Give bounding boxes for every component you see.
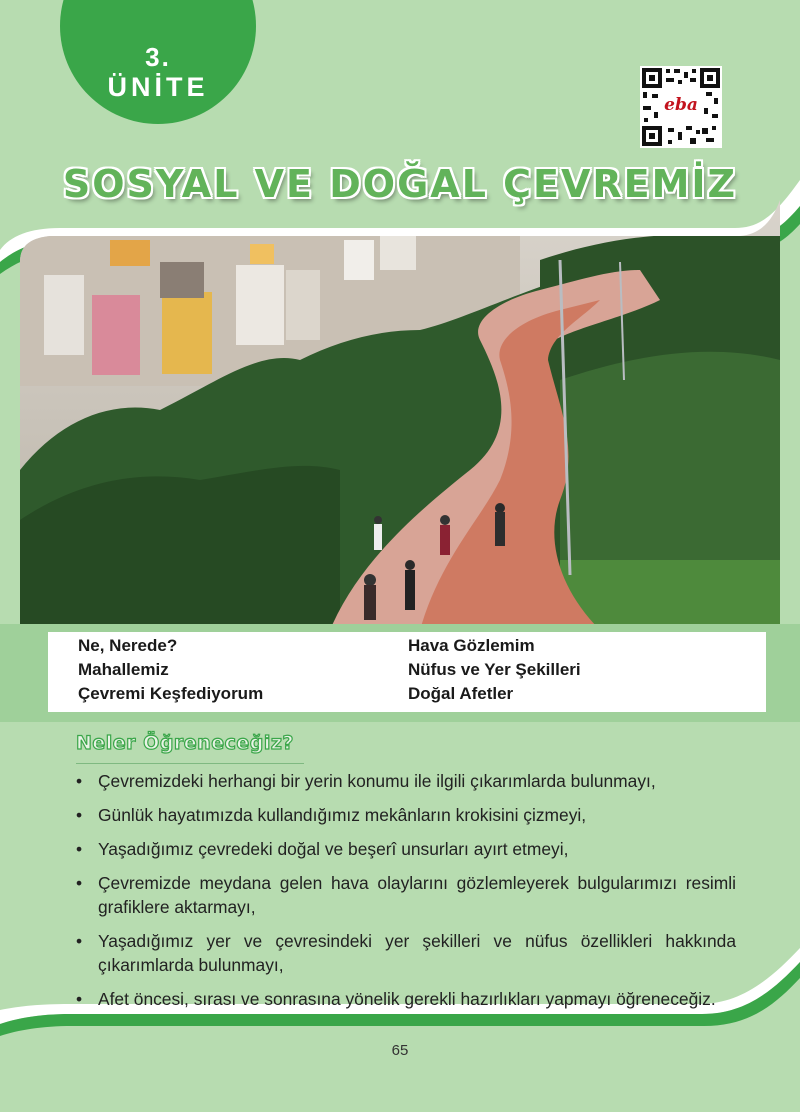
page-title: SOSYAL VE DOĞAL ÇEVREMİZ <box>62 162 738 206</box>
eba-logo: eba <box>660 94 702 116</box>
topic-hava-gozlemim: Hava Gözlemim <box>408 636 535 655</box>
list-item: • Çevremizdeki herhangi bir yerin konumu ile ilgili çıkarımlarda bulunmayı, <box>76 769 736 793</box>
unit-number: 3. <box>145 42 171 72</box>
topic-nufus-ve-yer-sekilleri: Nüfus ve Yer Şekilleri <box>408 660 581 679</box>
learn-heading-underline <box>76 763 304 764</box>
list-item: • Afet öncesi, sırası ve sonrasına yönelik gerekli hazırlıkları yapmayı öğreneceğiz. <box>76 987 736 1011</box>
topic-mahallemiz: Mahallemiz <box>78 660 169 679</box>
list-item: • Yaşadığımız yer ve çevresindeki yer şekilleri ve nüfus özellikleri hakkında çıkarımlarda bulunmayı, <box>76 929 736 977</box>
list-item: • Günlük hayatımızda kullandığımız mekânların krokisini çizmeyi, <box>76 803 736 827</box>
list-item: • Yaşadığımız çevredeki doğal ve beşerî unsurları ayırt etmeyi, <box>76 837 736 861</box>
qr-code[interactable] <box>640 66 722 148</box>
park-photo <box>0 200 800 630</box>
page-number: 65 <box>391 1042 409 1059</box>
unit-label: ÜNİTE <box>107 72 209 102</box>
list-item: • Çevremizde meydana gelen hava olaylarını gözlemleyerek bulgularımızı resimli grafiklere aktarmayı, <box>76 871 736 919</box>
learn-list <box>76 769 736 1021</box>
topic-dogal-afetler: Doğal Afetler <box>408 684 514 703</box>
learn-heading: Neler Öğreneceğiz? <box>76 732 294 754</box>
topic-ne-nerede: Ne, Nerede? <box>78 636 178 655</box>
topic-cevremi-kesfediyorum: Çevremi Keşfediyorum <box>78 684 264 703</box>
